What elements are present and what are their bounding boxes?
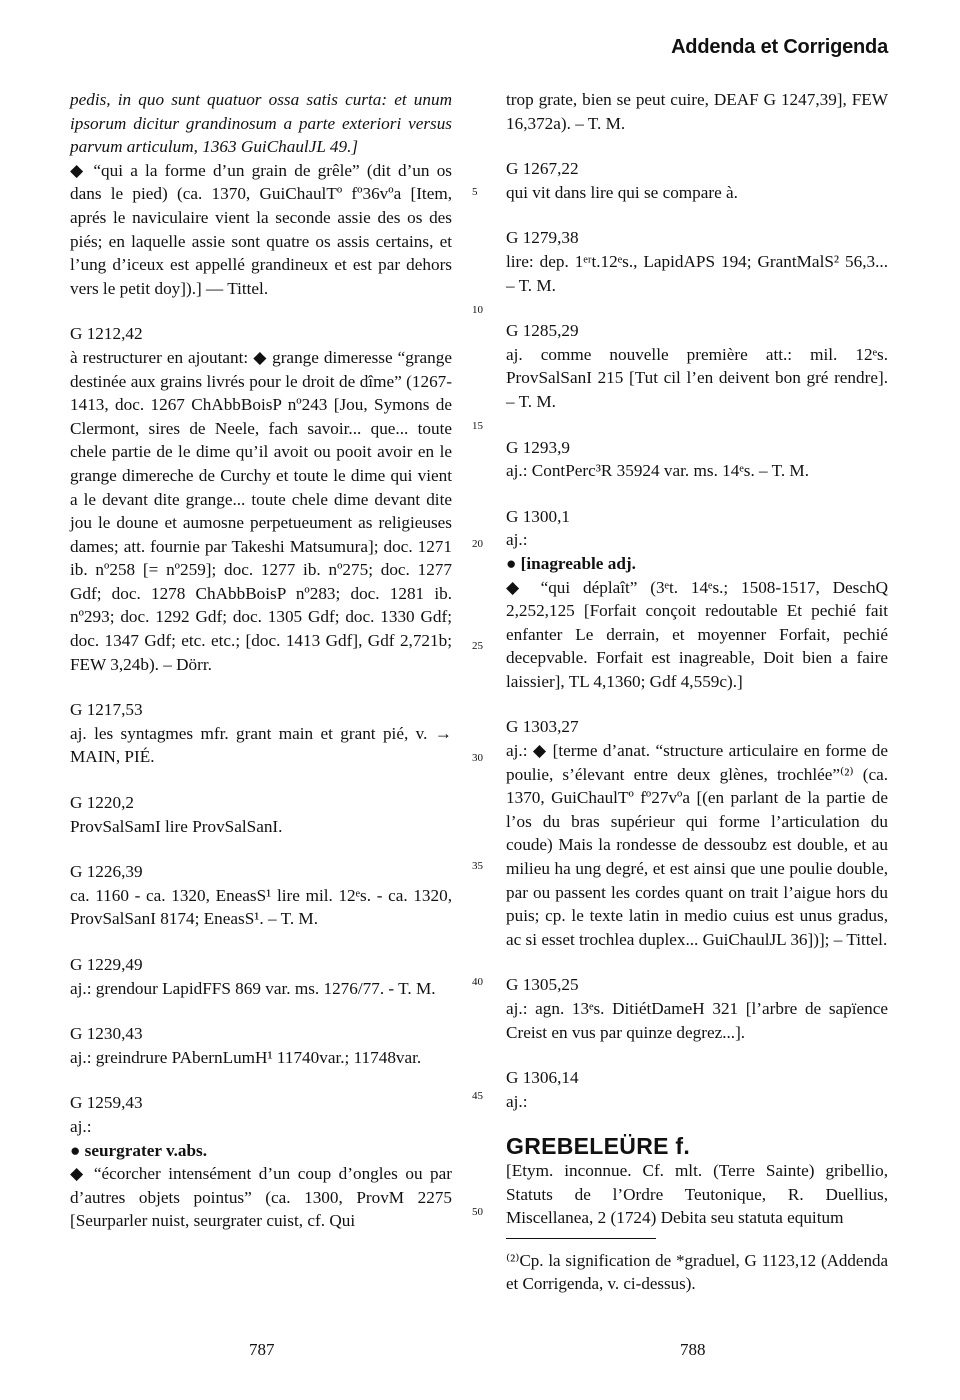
entry-grebeleure [506, 1135, 888, 1229]
line-number: 40 [472, 976, 483, 988]
line-number: 50 [472, 1206, 483, 1218]
text-line: ProvSalSamI lire ProvSalSanI. [70, 816, 283, 836]
entry-g-1217-53 [70, 698, 452, 769]
entry-reference: G 1267,22 [506, 159, 579, 179]
entry-reference: G 1285,29 [506, 321, 579, 341]
text-line: lire: dep. 1ᵉʳt.12ᵉs., LapidAPS 194; GrantMalS² 56,3... – T. M. [506, 251, 888, 295]
text-line: [Etym. inconnue. Cf. mlt. (Terre Sainte) gribellio, Statuts de l’Ordre Teutonique, R. Duellius, Miscellanea, 2 (1724) Debita seu statuta equitum [506, 1160, 888, 1228]
text-line: ca. 1160 - ca. 1320, EneasS¹ lire mil. 12ᵉs. - ca. 1320, ProvSalSanI 8174; EneasS¹. – T. M. [70, 885, 452, 929]
line-number: 20 [472, 538, 483, 550]
entry-reference: G 1259,43 [70, 1093, 143, 1113]
headword-title: GREBELEÜRE f. [506, 1133, 691, 1160]
entry-g-1285-29 [506, 319, 888, 413]
headword-line: ● [inagreable adj. [506, 553, 636, 573]
text-line: aj.: agn. 13ᵉs. DitiétDameH 321 [l’arbre de sapïence Creist en vus par quinze degrez...]. [506, 999, 888, 1042]
page-number-right: 788 [680, 1340, 706, 1359]
line-number: 15 [472, 420, 483, 432]
line-number: 25 [472, 640, 483, 652]
entry-reference: G 1305,25 [506, 975, 579, 995]
entry-g-1305-25 [506, 973, 888, 1044]
text-line: aj. les syntagmes mfr. grant main et grant pié, v. → MAIN, PIÉ. [70, 723, 452, 767]
entry-g-1293-9 [506, 436, 888, 483]
footnote-divider [506, 1238, 656, 1239]
text-line: aj.: [506, 530, 528, 550]
running-header: Addenda et Corrigenda [671, 36, 888, 58]
headword-line: ● seurgrater v.abs. [70, 1140, 208, 1160]
footnote: ⁽²⁾Cp. la signification de *graduel, G 1123,12 (Addenda et Corrigenda, v. ci-dessus). [506, 1250, 888, 1294]
entry-reference: G 1226,39 [70, 862, 143, 882]
text-line: qui vit dans lire qui se compare à. [506, 182, 738, 202]
entry-reference: G 1303,27 [506, 717, 579, 737]
entry-g-1306-14 [506, 1066, 888, 1113]
text-line: aj.: [506, 1091, 528, 1111]
line-number: 5 [472, 186, 478, 198]
entry-g-1220-2 [70, 791, 452, 838]
text-line: ◆ “qui a la forme d’un grain de grêle” (dit d’un os dans le pied) (ca. 1370, GuiChaulTº fº36vºa [Item, aprés le naviculaire vient la seconde assie des os des piés; en laquelle assie sont quatre os assis certains, et l’ung d’iceux est appellé grandineux et est par dehors vers le petit doy]).] — Tittel. [70, 160, 452, 298]
entry-reference: G 1300,1 [506, 506, 570, 526]
right-column [506, 88, 888, 1296]
line-number: 35 [472, 860, 483, 872]
text-line: aj.: ContPerc³R 35924 var. ms. 14ᵉs. – T. M. [506, 461, 810, 481]
text-line: ◆ “qui déplaît” (3ᵉt. 14ᵉs.; 1508-1517, DeschQ 2,252,125 [Forfait conçoit redoutable Et pechié fait enfanter Le derrain, et moyenner Forfait, pechié decepvable. Forfait est inagreable, Doit bien a faire laissier], TL 4,1360; Gdf 4,559c).] [506, 577, 888, 691]
entry-continuation [506, 88, 888, 135]
entry-g-1230-43 [70, 1022, 452, 1069]
page-number-left: 787 [249, 1340, 275, 1359]
text-line: ◆ “écorcher intensément d’un coup d’ongles ou par d’autres objets pointus” (ca. 1300, ProvM 2275 [Seurparler nuist, seurgrater cuist, cf. Qui [70, 1164, 452, 1231]
entry-g-1303-27 [506, 715, 888, 951]
entry-reference: G 1220,2 [70, 793, 134, 813]
entry-g-1229-49 [70, 953, 452, 1000]
line-number: 10 [472, 304, 483, 316]
text-line: aj.: greindrure PAbernLumH¹ 11740var.; 11748var. [70, 1047, 422, 1067]
line-number: 45 [472, 1090, 483, 1102]
text-line: aj. comme nouvelle première att.: mil. 12ᵉs. ProvSalSanI 215 [Tut cil l’en deivent bon gré rendre]. – T. M. [506, 344, 888, 411]
entry-grandineux [70, 88, 452, 300]
text-line: pedis, in quo sunt quatuor ossa satis curta: et unum ipsorum dicitur grandinosum a parte exteriori versus parvum articulum, 1363 GuiChaulJL 49.] [70, 90, 452, 157]
text-line: trop grate, bien se peut cuire, DEAF G 1247,39], FEW 16,372a). – T. M. [506, 90, 888, 133]
text-line: aj.: grendour LapidFFS 869 var. ms. 1276/77. - T. M. [70, 978, 436, 998]
entry-g-1212-42 [70, 322, 452, 676]
entry-reference: G 1229,49 [70, 955, 143, 974]
entry-reference: G 1279,38 [506, 228, 579, 248]
entry-g-1300-1 [506, 505, 888, 694]
entry-g-1259-43 [70, 1091, 452, 1233]
entry-reference: G 1212,42 [70, 324, 143, 344]
text-line: à restructurer en ajoutant: ◆ grange dimeresse “grange destinée aux grains livrés pour le droit de dîme” (1267-1413, doc. 1267 ChAbbBoisP nº243 [Jou, Symons de Clermont, sires de Neele, fach savoir... que... toute chele partie de le dime qu’il avoit ou pooit avoir en le grange dimereche de Curchy et toute le dime qui vient a le devant dite grange... toute chele dime devant dite jou le doune et aumosne perpetueument as religieuses dames; att. fournie par Takeshi Matsumura]; doc. 1271 ib. nº258 [= nº259]; doc. 1277 ib. nº275; doc. 1277 Gdf; doc. 1278 ChAbbBoisP nº283; doc. 1281 ib. nº293; doc. 1292 Gdf; doc. 1305 Gdf; doc. 1330 Gdf; doc. 1347 Gdf; etc. etc.; [doc. 1413 Gdf], Gdf 2,721b; FEW 3,24b). – Dörr. [70, 347, 452, 674]
text-line: aj.: [70, 1116, 92, 1136]
entry-g-1226-39 [70, 860, 452, 931]
left-column [70, 88, 452, 1255]
entry-reference: G 1306,14 [506, 1068, 579, 1088]
text-line: aj.: ◆ [terme d’anat. “structure articulaire en forme de poulie, s’élevant entre deux glènes, trochlée”⁽²⁾ (ca. 1370, GuiChaulTº fº27vºa [(en parlant de la partie de l’os du bras supérieur qui forme l’articulation du coude) Mais la rondesse de dessoubz est double, et au milieu ha ung degré, et est ainsi que une poulie double, par ou passent les cordes quant on trait l’aigue hors du puis; cp. le texte latin in medio cuius est unus gradus, ac si esset trochlea duplex... GuiChaulJL 36])]; – Tittel. [506, 741, 888, 949]
entry-g-1279-38 [506, 226, 888, 297]
entry-reference: G 1217,53 [70, 700, 143, 720]
entry-reference: G 1230,43 [70, 1024, 143, 1044]
entry-g-1267-22 [506, 157, 888, 204]
entry-reference: G 1293,9 [506, 437, 570, 457]
line-number: 30 [472, 752, 483, 764]
